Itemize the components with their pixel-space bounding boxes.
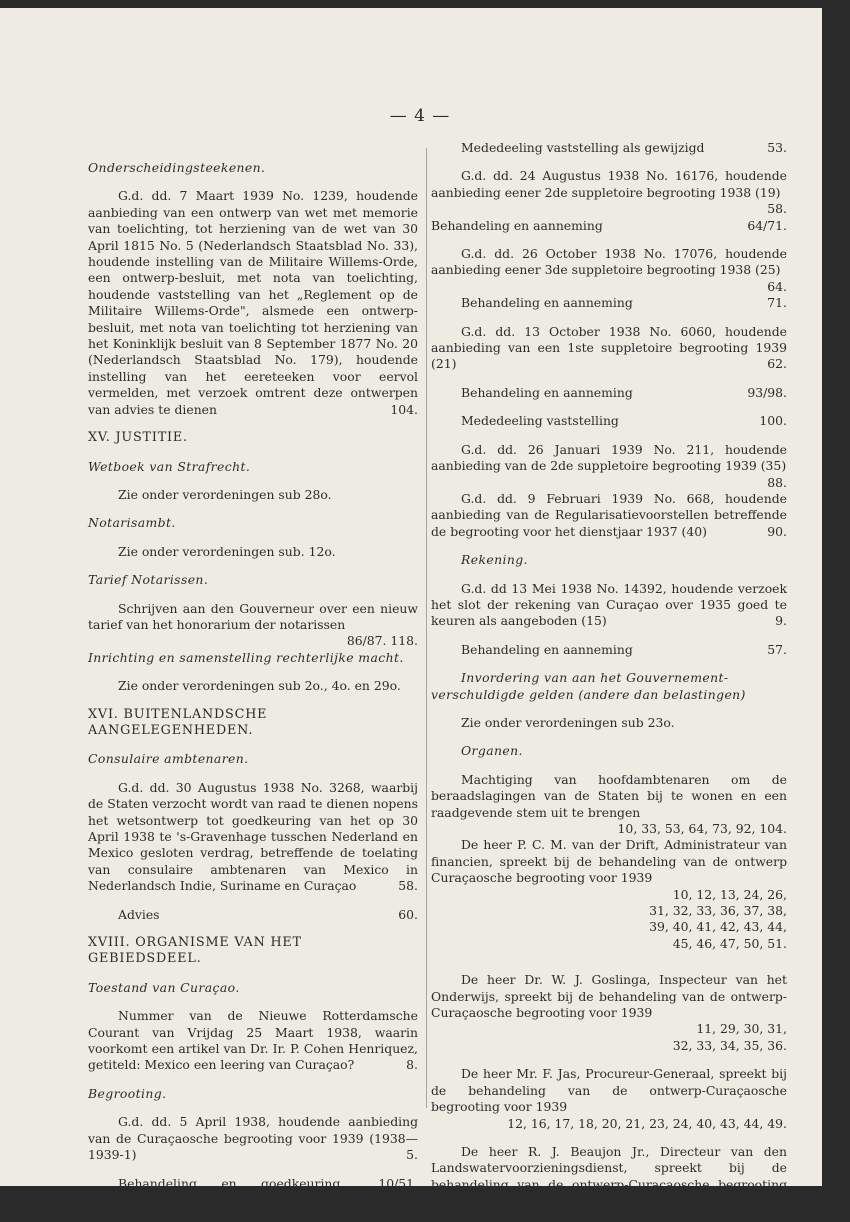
entry-ref: 58. [398, 878, 418, 894]
entry-text: Schrijven aan den Gouverneur over een nieuw tarief van het honorarium der notarissen [88, 600, 418, 632]
entry-courant [88, 1008, 418, 1074]
entry-ref: 10/51. [378, 1175, 418, 1191]
entry-ref: 100. [759, 413, 787, 429]
entry-jas [431, 1066, 787, 1132]
entry-ref: 9. [775, 613, 787, 629]
entry-text: Behandeling en aanneming [461, 641, 633, 657]
entry-ref: 93/98. [747, 384, 787, 400]
entry-behandeling-2 [431, 295, 787, 311]
entry-text: De heer R. J. Beaujon Jr., Directeur van den Landswatervoorzieningsdienst, spreekt bij de behandeling van de ontwerp-Curaçaosche begrooting voor 1939 [431, 1143, 787, 1209]
entry-ref: 60. [398, 906, 418, 922]
subheading-onderscheidingsteekenen: Onderscheidingsteekenen. [88, 160, 266, 175]
entry-beaujon [431, 1144, 787, 1210]
subheading-rechterlijke-macht: Inrichting en samenstelling rechterlijke macht. [88, 649, 404, 665]
entry-ref: 88. [767, 474, 787, 490]
entry-notarisambt: Zie onder verordeningen sub. 12o. [118, 543, 336, 559]
entry-ref: 62. [767, 356, 787, 372]
entry-strafrecht: Zie onder verordeningen sub 28o. [118, 486, 332, 502]
subheading-toestand: Toestand van Curaçao. [88, 979, 240, 995]
entry-ref: 11, 29, 30, 31, [696, 1021, 787, 1037]
subheading-begrooting: Begrooting. [88, 1085, 167, 1101]
entry-text: Behandeling en aanneming [431, 217, 603, 233]
entry-ref: 39, 40, 41, 42, 43, 44, [649, 919, 787, 935]
entry-text: Mededeeling vaststelling als gewijzigd [461, 140, 705, 155]
entry-behandeling-3 [431, 385, 787, 401]
entry-text: G.d. dd. 5 April 1938, houdende aanbieding van de Curaçaosche begrooting voor 1939 (1938—1939-1) [88, 1114, 418, 1163]
entry-text: G.d. dd. 7 Maart 1939 No. 1239, houdende aanbieding van een ontwerp van wet met memorie van toelichting, tot herziening van de wet van 30 April 1815 No. 5 (Nederlandsch Staatsblad No. 33), houdende instelling van de Militaire Willems-Orde, een ontwerp-besluit, met nota van toelichting, houdende vaststelling van het „Reglement op de Militaire Willems-Orde", alsmede een ontwerp-besluit, met nota van toelichting tot herziening van het Koninklijk besluit van 8 September 1877 No. 20 (Nederlandsch Staatsblad No. 179), houdende instelling van het eereteeken voor eervol vermelden, met verzoek omtrent deze ontwerpen van advies te dienen [88, 188, 418, 417]
entry-text: De heer P. C. M. van der Drift, Administrateur van financien, spreekt bij de behandeling van de ontwerp Curaçaosche begrooting voor 1939 [431, 837, 787, 886]
entry-ref: 5. [406, 1147, 418, 1163]
entry-consulaire [88, 780, 418, 895]
left-column [88, 140, 418, 1220]
subheading-organen: Organen. [461, 743, 523, 759]
column-divider [426, 148, 427, 1108]
entry-ref: 64/71. [747, 217, 787, 233]
page-number: — 4 — [389, 106, 451, 126]
entry-text: Behandeling en aanneming [461, 295, 633, 311]
right-column [431, 140, 787, 1222]
entry-begrooting-1939 [88, 1114, 418, 1163]
entry-behandeling-4 [431, 642, 787, 658]
entry-ref: 86/87. 118. [346, 633, 418, 649]
entry-machtiging [431, 771, 787, 836]
entry-text: G.d. dd. 13 October 1938 No. 6060, houdende aanbieding van een 1ste suppletoire begrooting 1939 (21) [431, 323, 787, 372]
section-heading-organisme: XVIII. ORGANISME VAN HET GEBIEDSDEEL. [88, 935, 302, 967]
entry-ref: 8. [406, 1057, 418, 1073]
subheading-rekening: Rekening. [461, 552, 528, 568]
entry-text: G.d. dd. 30 Augustus 1938 No. 3268, waarbij de Staten verzocht wordt van raad te dienen nopens het wetsontwerp tot goedkeuring van het op 30 April 1938 te 's-Gravenhage tusschen Nederland en Mexico gesloten verdrag, betreffende de toelating van consulaire ambtenaren van Mexico in Nederlandsch Indie, Suriname en Curaçao [88, 779, 418, 894]
entry-ref: 104. [390, 401, 418, 417]
entry-goslinga [431, 972, 787, 1054]
entry-ref-block [431, 1021, 787, 1054]
entry-behandeling-1 [431, 218, 787, 234]
entry-ref: 10, 33, 53, 64, 73, 92, 104. [617, 821, 787, 836]
entry-text: Machtiging van hoofdambtenaren om de beraadslagingen van de Staten bij te wonen en een raadgevende stem uit te brengen [431, 771, 787, 820]
entry-text: De heer Dr. W. J. Goslinga, Inspecteur van het Onderwijs, spreekt bij de behandeling van de ontwerp-Curaçaosche begrooting voor 1939 [431, 972, 787, 1021]
entry-ref: 57. [767, 641, 787, 657]
entry-goedkeuring [88, 1176, 418, 1209]
document-page [0, 8, 822, 1209]
entry-advies [88, 907, 418, 923]
entry-text: G.d. dd 13 Mei 1938 No. 14392, houdende verzoek het slot der rekening van Curaçao over 1935 goed te keuren als aangeboden (15) [431, 580, 787, 629]
entry-text: Behandeling en aanneming [461, 384, 633, 400]
subheading-consulaire: Consulaire ambtenaren. [88, 751, 249, 767]
subheading-strafrecht: Wetboek van Strafrecht. [88, 458, 251, 474]
entry-text: G.d. dd. 24 Augustus 1938 No. 16176, houdende aanbieding eener 2de suppletoire begrooting 1938 (19) [431, 168, 787, 200]
entry-ref-block [431, 887, 787, 953]
entry-rechterlijke-macht: Zie onder verordeningen sub 2o., 4o. en 29o. [118, 678, 401, 694]
entry-ref: 64. [767, 278, 787, 294]
entry-ref: 31, 32, 33, 36, 37, 38, [649, 903, 787, 919]
entry-mededeeling-gewijzigd [431, 140, 787, 156]
section-heading-buitenlandsche: XVI. BUITENLANDSCHE AANGELEGENHEDEN. [88, 706, 268, 738]
entry-ref: 71. [767, 295, 787, 311]
entry-text: Behandeling en goedkeuring daarvan [88, 1175, 341, 1207]
entry-ref: 13,30. [747, 1193, 787, 1209]
entry-suppletoire-2de-1938 [431, 168, 787, 217]
entry-van-der-drift [431, 837, 787, 952]
entry-text: Mededeeling vaststelling [461, 413, 619, 429]
entry-ref: 32, 33, 34, 35, 36. [672, 1037, 787, 1053]
entry-ref: 90. [767, 523, 787, 539]
entry-text: G.d. dd. 9 Februari 1939 No. 668, houdende aanbieding van de Regularisatievoorstellen betreffende de begrooting voor het dienstjaar 1937 (40) [431, 490, 787, 539]
section-heading-justitie: XV. JUSTITIE. [88, 430, 188, 446]
entry-willems-orde [88, 188, 418, 418]
entry-mededeeling-vaststelling [431, 413, 787, 429]
entry-regularisatie [431, 491, 787, 540]
entry-tarief [88, 600, 418, 649]
subheading-tarief: Tarief Notarissen. [88, 572, 209, 588]
entry-ref: 53. [767, 140, 787, 155]
subheading-invordering: Invordering van aan het Gouvernement-verschuldigde gelden (andere dan belastingen) [431, 670, 746, 702]
entry-ref: 12, 16, 17, 18, 20, 21, 23, 24, 40, 43, 44, 49. [507, 1115, 787, 1131]
entry-text: De heer Mr. F. Jas, Procureur-Generaal, spreekt bij de behandeling van de ontwerp-Curaçaosche begrooting voor 1939 [431, 1066, 787, 1115]
entry-ref: 10, 12, 13, 24, 26, [672, 886, 787, 902]
entry-text: Advies [118, 906, 160, 922]
entry-suppletoire-1ste-1939 [431, 324, 787, 373]
entry-ref: 58. [767, 201, 787, 217]
entry-rekening-1935 [431, 581, 787, 630]
entry-text: Nummer van de Nieuwe Rotterdamsche Courant van Vrijdag 25 Maart 1938, waarin voorkomt een artikel van Dr. Ir. P. Cohen Henriquez, getiteld: Mexico een leering van Curaçao? [88, 1008, 418, 1073]
entry-suppletoire-3de-1938 [431, 246, 787, 294]
entry-text: G.d. dd. 26 October 1938 No. 17076, houdende aanbieding eener 3de suppletoire begrooting 1938 (25) [431, 246, 787, 278]
entry-ref: 45, 46, 47, 50, 51. [672, 935, 787, 951]
entry-suppletoire-2de-1939 [431, 441, 787, 490]
subheading-notarisambt: Notarisambt. [88, 515, 176, 531]
entry-invordering: Zie onder verordeningen sub 23o. [461, 714, 675, 730]
entry-text: G.d. dd. 26 Januari 1939 No. 211, houdende aanbieding van de 2de suppletoire begrooting 1939 (35) [431, 441, 787, 474]
